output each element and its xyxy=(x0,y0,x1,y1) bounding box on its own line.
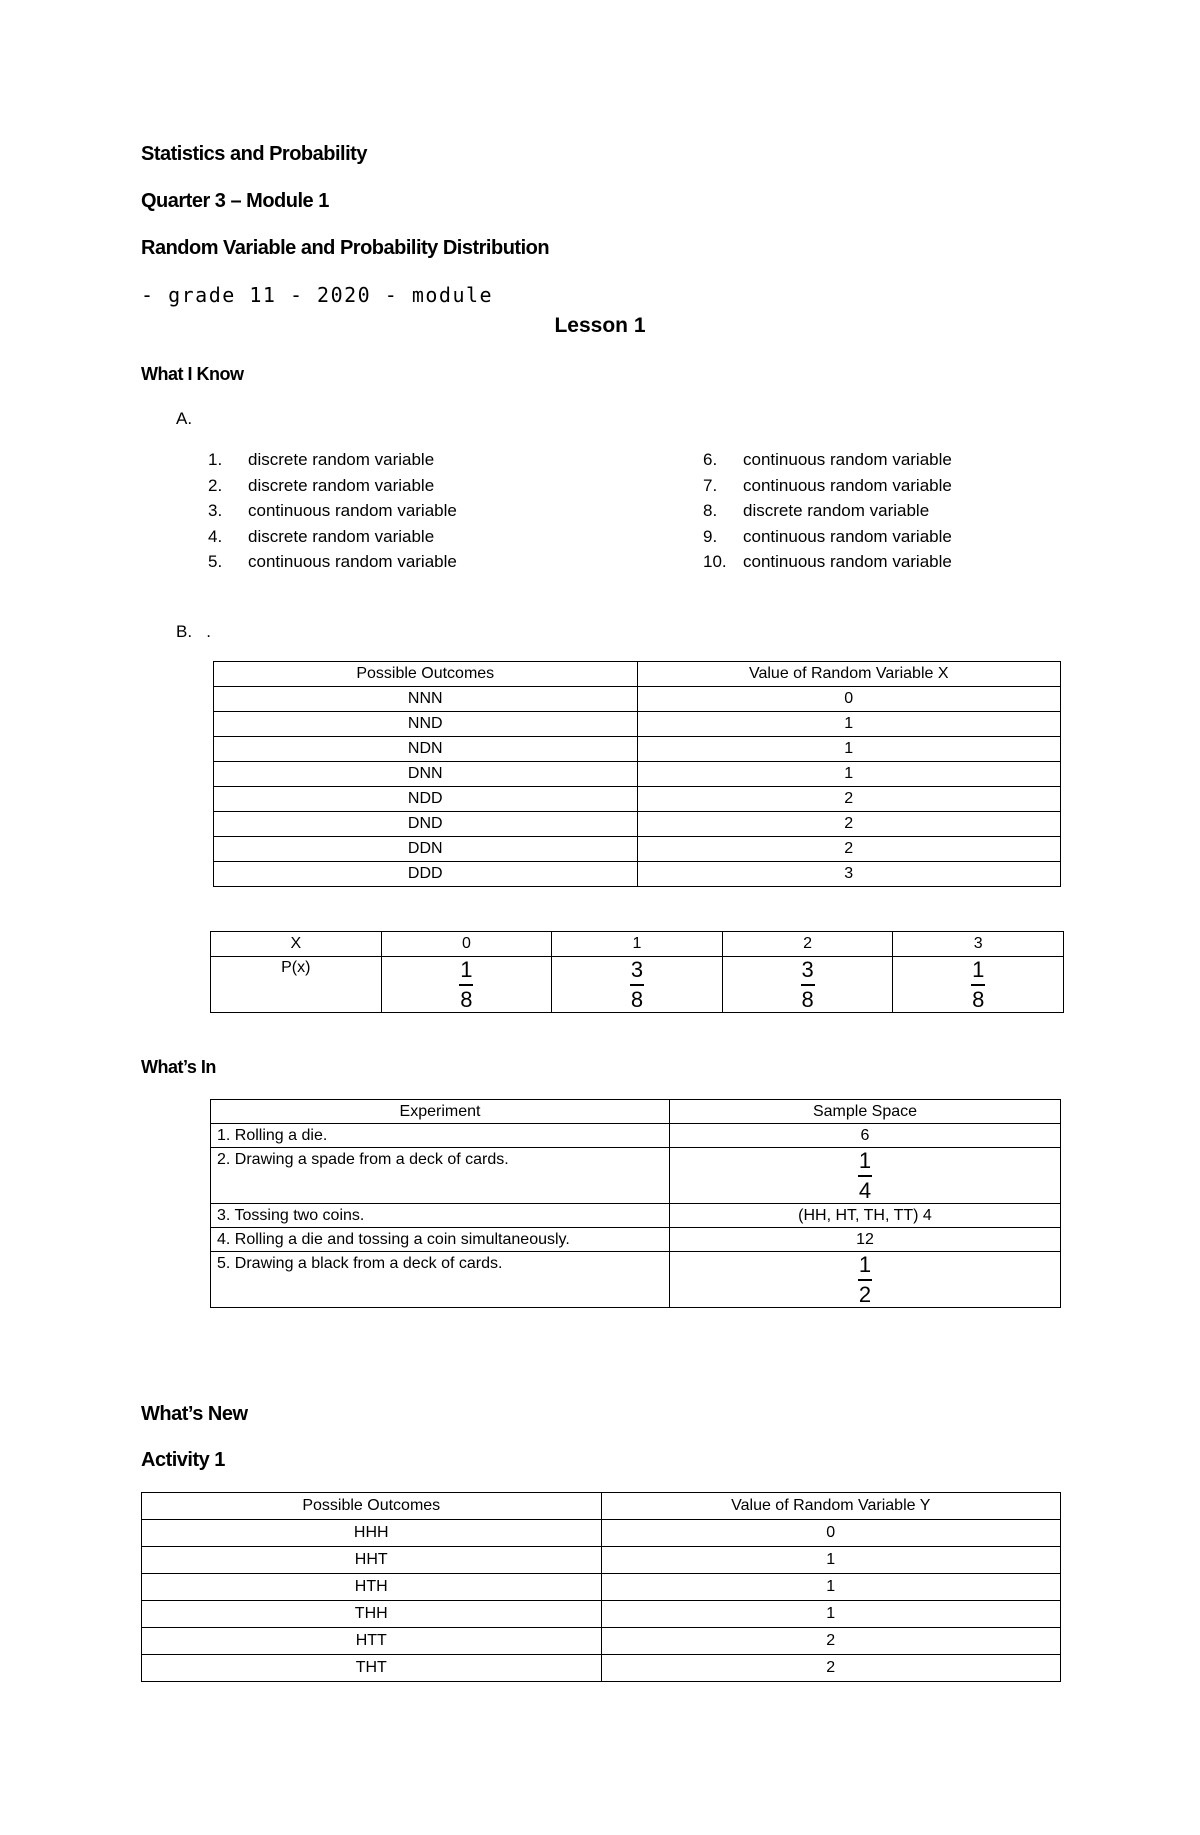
whats-in-table xyxy=(210,1099,1061,1308)
fraction-bar xyxy=(630,984,644,986)
part-b-label: B. . xyxy=(176,622,211,641)
part-a-list-right xyxy=(703,447,952,575)
probability-distribution-table xyxy=(210,931,1064,1013)
table-row: NDD 2 xyxy=(214,787,1061,812)
column-header: Possible Outcomes xyxy=(142,1493,602,1520)
list-item: 8. discrete random variable xyxy=(703,501,930,521)
fraction: $\frac{1}{8}$ xyxy=(972,956,985,1012)
whats-new-heading: What’s New xyxy=(141,1403,248,1425)
table-row: HTH 1 xyxy=(142,1574,1061,1601)
p-value xyxy=(722,957,893,1013)
p-label: P(x) xyxy=(211,957,382,1013)
table-row: THH 1 xyxy=(142,1601,1061,1628)
lesson-title: Lesson 1 xyxy=(554,314,646,337)
table-row: 1. Rolling a die. 6 xyxy=(211,1124,1061,1148)
subject-title: Statistics and Probability xyxy=(141,143,367,165)
fraction: $\frac{3}{8}$ xyxy=(630,956,644,1012)
fraction-bar xyxy=(459,984,473,986)
x-value: 1 xyxy=(552,932,723,957)
p-value xyxy=(552,957,723,1013)
fraction-bar xyxy=(971,984,985,986)
activity-heading: Activity 1 xyxy=(141,1449,225,1471)
fraction-bar xyxy=(858,1279,872,1281)
p-value xyxy=(893,957,1064,1013)
list-item: 5. continuous random variable xyxy=(208,552,457,572)
list-item: 1. discrete random variable xyxy=(208,450,435,469)
what-i-know-heading: What I Know xyxy=(141,364,244,384)
table-row: 3. Tossing two coins. (HH, HT, TH, TT) 4 xyxy=(211,1204,1061,1228)
table-row: NND 1 xyxy=(214,712,1061,737)
table-header-row xyxy=(211,1100,1061,1124)
x-row xyxy=(211,932,1064,957)
table-row: THT 2 xyxy=(142,1655,1061,1682)
list-item: 10. continuous random variable xyxy=(703,552,952,572)
fraction: $\frac{1}{4}$ xyxy=(858,1147,872,1203)
list-item: 3. continuous random variable xyxy=(208,501,457,521)
table-row: DDN 2 xyxy=(214,837,1061,862)
x-label: X xyxy=(211,932,382,957)
table-row: DND 2 xyxy=(214,812,1061,837)
fraction-bar xyxy=(858,1175,872,1177)
list-item: 7. continuous random variable xyxy=(703,475,952,495)
table-row: HHH 0 xyxy=(142,1520,1061,1547)
table-row: NDN 1 xyxy=(214,737,1061,762)
table-row: NNN 0 xyxy=(214,687,1061,712)
module-title: Quarter 3 – Module 1 xyxy=(141,190,329,212)
fraction: $\frac{1}{8}$ xyxy=(460,956,473,1012)
column-header: Sample Space xyxy=(670,1100,1061,1124)
list-item: 4. discrete random variable xyxy=(208,526,435,546)
column-header: Value of Random Variable Y xyxy=(601,1493,1061,1520)
fraction-bar xyxy=(801,984,815,986)
table-row: 5. Drawing a black from a deck of cards. $\frac{1}{2}$ xyxy=(211,1252,1061,1308)
whats-in-heading: What’s In xyxy=(141,1057,216,1077)
part-a-list-left xyxy=(208,447,457,575)
x-value: 2 xyxy=(722,932,893,957)
column-header: Possible Outcomes xyxy=(214,662,638,687)
table-header-row xyxy=(214,662,1061,687)
table-header-row xyxy=(142,1493,1061,1520)
table-row: 4. Rolling a die and tossing a coin simultaneously. 12 xyxy=(211,1228,1061,1252)
table-row: DDD 3 xyxy=(214,862,1061,887)
p-value xyxy=(381,957,552,1013)
table-row: DNN 1 xyxy=(214,762,1061,787)
table-row: HHT 1 xyxy=(142,1547,1061,1574)
x-value: 0 xyxy=(381,932,552,957)
topic-title: Random Variable and Probability Distribution xyxy=(141,237,550,259)
column-header: Experiment xyxy=(211,1100,670,1124)
list-item: 2. discrete random variable xyxy=(208,475,435,495)
activity-table xyxy=(141,1492,1061,1682)
list-item: 9. continuous random variable xyxy=(703,526,952,546)
meta-line: - grade 11 - 2020 - module xyxy=(141,283,494,307)
column-header: Value of Random Variable X xyxy=(637,662,1061,687)
list-item: 6. continuous random variable xyxy=(703,450,952,469)
fraction: $\frac{1}{2}$ xyxy=(858,1251,872,1307)
table-row: 2. Drawing a spade from a deck of cards. $\frac{1}{4}$ xyxy=(211,1148,1061,1204)
outcomes-table xyxy=(213,661,1061,887)
part-a-label: A. xyxy=(176,409,193,428)
p-row xyxy=(211,957,1064,1013)
table-row: HTT 2 xyxy=(142,1628,1061,1655)
fraction: $\frac{3}{8}$ xyxy=(801,956,814,1012)
x-value: 3 xyxy=(893,932,1064,957)
